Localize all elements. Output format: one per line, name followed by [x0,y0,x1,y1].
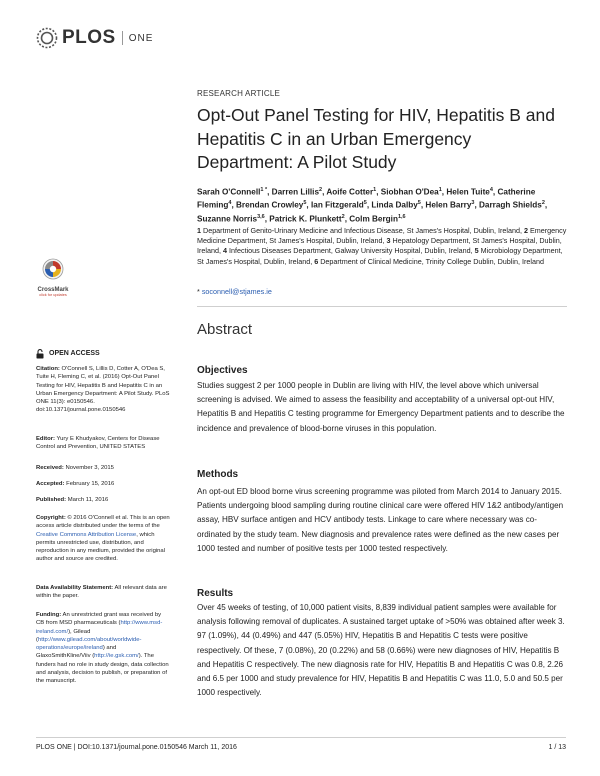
author-affiliation-mark: 5 [417,200,421,207]
section-divider [197,306,567,307]
footer-citation: PLOS ONE | DOI:10.1371/journal.pone.0150546 March 11, 2016 [36,744,237,751]
gsk-link[interactable]: http://ie.gsk.com/ [94,653,139,660]
abstract-heading: Abstract [197,321,253,338]
author-affiliation-mark: 1 * [260,187,268,193]
editor-block [36,435,170,452]
affiliation-text: Microbiology Department, St James's Hospital, Dublin, Ireland, [197,246,563,266]
author-name: Aoife Cotter [326,187,374,197]
availability-label: Data Availability Statement: [36,585,114,591]
accepted-date [36,480,170,488]
affiliation-text: Department of Genito-Urinary Medicine and Infectious Disease, St James's Hospital, Dublin, Ireland, [203,226,522,235]
author-name: Linda Dalby [371,201,418,211]
data-availability-block [36,584,170,601]
citation-label: Citation: [36,366,60,372]
author-name: Patrick K. Plunkett [269,214,342,224]
logo-divider [122,31,123,45]
copyright-text-b: , which permits unrestricted use, distribution, and reproduction in any medium, provided the original author and source are credited. [36,531,166,563]
article-title: Opt-Out Panel Testing for HIV, Hepatitis B and Hepatitis C in an Urban Emergency Department: A Pilot Study [197,105,555,172]
page-number: 1 / 13 [548,744,566,751]
author-name: Darren Lillis [271,187,319,197]
objectives-heading: Objectives [197,365,248,376]
results-heading: Results [197,588,234,599]
footer-divider [36,737,566,738]
results-text: Over 45 weeks of testing, of 10,000 patient visits, 8,839 individual patient samples were available for analysis following removal of duplicates. A sustained target uptake of >50% was obtained after week 3. 97 (1.09%), 44 (0.49%) and 447 (5.05%) HIV, Hepatitis B and Hepatitis C tests were positive respectively. Of these, 7 (0.08%), 20 (0.22%) and 58 (0.66%) were new diagnoses of HIV, Hepatitis B and Hepatitis C respectively. The new diagnosis rate for HIV, Hepatitis B and Hepatitis C was 0.8, 2.26 and 6.5 per 1000 and study prevalence for HIV, Hepatitis B and Hepatitis C was 11.0, 5.0 and 50.5 per 1000 respectively. [197,603,565,698]
published-date [36,496,170,504]
author-affiliation-mark: 1 [373,187,377,193]
author-affiliation-mark: 1 [438,187,442,193]
plos-one-logo[interactable] [36,26,153,50]
editor-label: Editor: [36,436,55,442]
received-value: November 3, 2015 [65,465,114,471]
logo-text: PLOS [62,27,116,48]
open-access-badge [36,349,170,359]
author-name: Brendan Crowley [236,201,304,211]
open-access-label: OPEN ACCESS [49,349,100,357]
correspondence-email[interactable]: soconnell@stjames.ie [201,287,272,296]
affiliation-text: Hepatology Department, St James's Hospital, Dublin, Ireland, [197,236,562,256]
crossmark-label: CrossMark [37,287,69,293]
published-value: March 11, 2016 [67,497,109,503]
author-name: Darragh Shields [479,201,542,211]
correspondence-mark: * [197,287,200,296]
copyright-block [36,514,170,564]
plos-logo-icon [36,27,58,49]
author-affiliation-mark: 5 [303,200,307,207]
funding-text-b: ), Gilead ( [36,628,91,643]
funding-block [36,611,170,686]
received-date [36,464,170,472]
author-name: Ian Fitzgerald [310,201,364,211]
citation-text: O'Connell S, Lillis D, Cotter A, O'Dea S, Tuite H, Fleming C, et al. (2016) Opt-Out Panel Testing for HIV, Hepatitis B and Hepatitis C in an Urban Emergency Department: A Pilot Study. PLoS ONE 11(3): e0150546. doi:10.1371/journal.pone.0150546 [36,366,170,414]
affiliation-text: Infectious Diseases Department, Galway University Hospital, Dublin, Ireland, [228,246,473,256]
funding-text-a: An unrestricted grant was received by CB from MSD pharmaceuticals ( [36,612,162,627]
affiliation-number: 2 [523,226,528,235]
author-name: Colm Bergin [349,214,398,224]
author-affiliation-mark: 2 [541,200,545,207]
author-name: Helen Tuite [446,187,490,197]
affiliation-text: Emergency Medicine Department, St James's Hospital, Dublin, Ireland, [197,226,567,246]
affiliation-number: 3 [386,236,391,246]
author-affiliation-mark: 5 [363,200,367,207]
affiliation-text: Department of Clinical Medicine, Trinity College Dublin, Dublin, Ireland [320,256,544,266]
crossmark-badge[interactable] [36,258,70,297]
crossmark-icon [42,258,64,280]
author-affiliation-mark: 1,6 [397,213,406,220]
author-affiliation-mark: 3 [471,200,475,207]
author-list: Sarah O'Connell$^{1 *}$, Darren Lillis$^2$, Aoife Cotter$^1$, Siobhan O'Dea$^1$, Helen Tuite$^4$, Catherine Fleming$^4$, Brendan Crowley$^5$, Ian Fitzgerald$^5$, Linda Dalby$^5$, Helen Barry$^3$, Darragh Shields$^2$, Suzanne Norris$^{3,6}$, Patrick K. Plunkett$^2$, Colm Bergin$^{1,6}$ [197,187,548,224]
accepted-value: February 15, 2016 [66,481,115,487]
msd-link[interactable]: http://www.msd-ireland.com/ [36,620,163,635]
article-type: RESEARCH ARTICLE [197,89,281,98]
gilead-link[interactable]: http://www.gilead.com/about/worldwide-operations/europe/ireland [36,636,142,652]
methods-text: An opt-out ED blood borne virus screening programme was piloted from March 2014 to January 2015. Patients undergoing blood sampling during routine clinical care were offered HIV 1&2 antibody/antigen assay, HBV surface antigen and HCV antibody tests. Linkage to care where necessary was co-ordinated by the study team. New diagnosis and prevalence rates were defined as the new cases per 1000 tested and number of positive tests per 1000 tested respectively. [197,487,564,553]
author-name: Suzanne Norris [197,214,258,224]
received-label: Received: [36,465,64,471]
copyright-text-a: © 2016 O'Connell et al. This is an open access article distributed under the terms of the [36,515,170,530]
affiliation-number: 5 [474,246,479,256]
affiliation-number: 1 [197,226,201,235]
license-link[interactable]: Creative Commons Attribution License [36,531,137,538]
affiliation-number: 4 [222,246,227,256]
accepted-label: Accepted: [36,481,65,487]
funding-text-d: ). The funders had no role in study design, data collection and analysis, decision to publish, or preparation of the manuscript. [36,653,169,685]
availability-text: All relevant data are within the paper. [36,585,167,600]
correspondence [197,287,567,296]
open-lock-icon [36,349,44,359]
methods-heading: Methods [197,469,239,480]
author-affiliation-mark: 4 [228,200,232,207]
journal-name: ONE [128,32,154,44]
citation-block [36,365,170,415]
author-name: Siobhan O'Dea [380,187,439,197]
affiliation-number: 6 [314,256,319,266]
copyright-label: Copyright: [36,515,66,521]
editor-text: Yury E Khudyakov, Centers for Disease Control and Prevention, UNITED STATES [36,436,160,451]
author-affiliation-mark: 2 [319,187,323,193]
author-affiliation-mark: 2 [341,213,345,220]
author-name: Catherine Fleming [197,187,536,211]
author-affiliation-mark: 4 [489,187,493,193]
published-label: Published: [36,497,67,503]
affiliation-list [197,226,567,267]
author-name: Helen Barry [425,201,472,211]
crossmark-sub: click for updates [39,293,67,297]
author-name: Sarah O'Connell [197,187,261,197]
funding-label: Funding: [36,612,62,618]
author-affiliation-mark: 3,6 [257,213,265,220]
funding-text-c: ) and GlaxoSmithKline/Viiv ( [36,645,117,660]
objectives-text: Studies suggest 2 per 1000 people in Dublin are living with HIV, the level above which universal screening is advised. We aimed to assess the feasibility and acceptability of a universal opt-out HIV, Hepatitis B and Hepatitis C testing programme for Emergency Department patients and to describe the incidence and prevalence of blood-borne viruses in this population. [197,381,565,433]
